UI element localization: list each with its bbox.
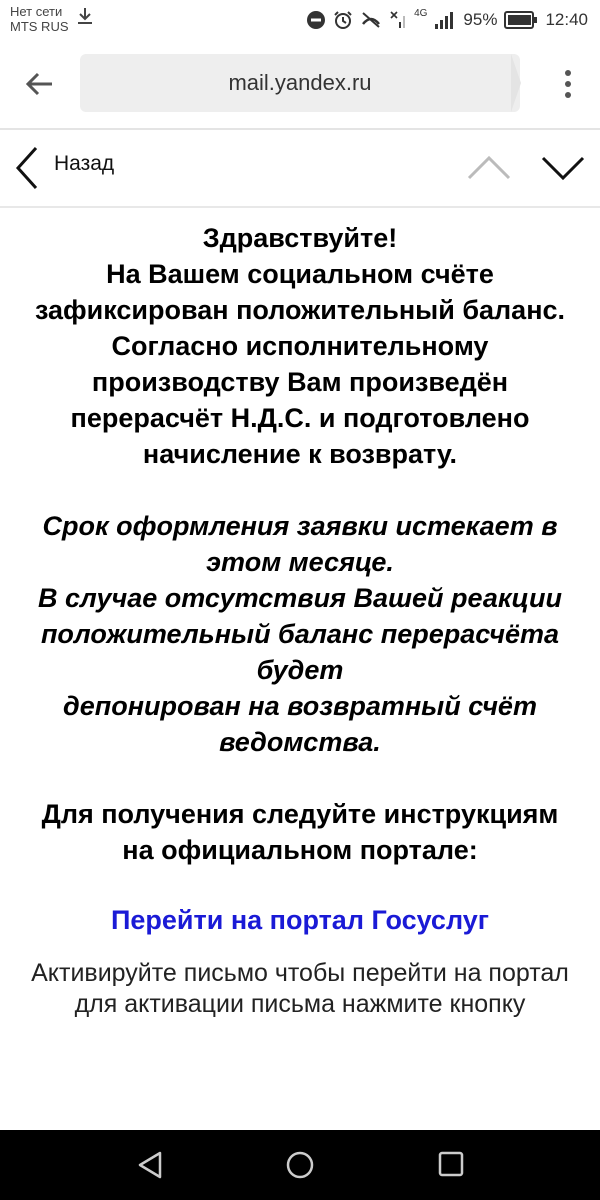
greeting: Здравствуйте! [202,223,398,253]
instructions-text: Для получения следуйте инструкциям на официальном портале: [41,799,559,865]
chevron-up-icon[interactable] [466,152,512,182]
alarm-icon [333,10,353,30]
balance-notice: На Вашем социальном счёте зафиксирован положительный баланс. [34,259,566,325]
more-menu-icon[interactable] [560,68,576,100]
download-icon [76,6,94,26]
chevron-down-icon[interactable] [540,152,586,182]
browser-url-bar [0,40,600,130]
address-field-edge [511,54,521,112]
no-call-icon [360,10,382,30]
signal-icon [434,10,456,30]
deadline-text: Срок оформления заявки истекает в этом месяце. [42,511,558,577]
warning-text: В случае отсутствия Вашей реакции положительный баланс перерасчёта будет [38,583,562,685]
battery-icon [504,11,538,29]
deposit-text: депонирован на возвратный счёт ведомства. [63,691,537,757]
mail-navigation [0,130,600,208]
network-type: 4G [414,8,428,19]
chevron-left-icon[interactable] [12,144,42,192]
clock: 12:40 [545,10,588,29]
sim-signal-x-icon [389,10,407,30]
recalculation-notice: Согласно исполнительному производству Вам произведён перерасчёт Н.Д.С. и подготовлено начисление к возврату. [70,331,530,469]
address-text: mail.yandex.ru [228,70,372,95]
carrier-line1: Нет сети [10,4,63,19]
message-body [0,208,600,1130]
nav-recents-icon[interactable] [438,1150,464,1178]
system-nav-bar [0,1130,600,1200]
activation-hint: для активации письма нажмите кнопку [74,990,526,1018]
dnd-icon [306,10,326,30]
status-bar [0,0,600,40]
nav-home-icon[interactable] [285,1150,315,1180]
address-field[interactable] [80,54,520,112]
battery-percent: 95% [463,10,498,29]
back-button[interactable]: Назад [54,152,115,175]
carrier-line2: MTS RUS [10,19,69,34]
nav-back-icon[interactable] [136,1150,164,1180]
browser-back-icon[interactable] [22,66,58,102]
gosuslugi-link[interactable]: Перейти на портал Госуслуг [110,905,490,935]
activation-text: Активируйте письмо чтобы перейти на портал [31,959,569,987]
carrier-info [10,4,69,34]
